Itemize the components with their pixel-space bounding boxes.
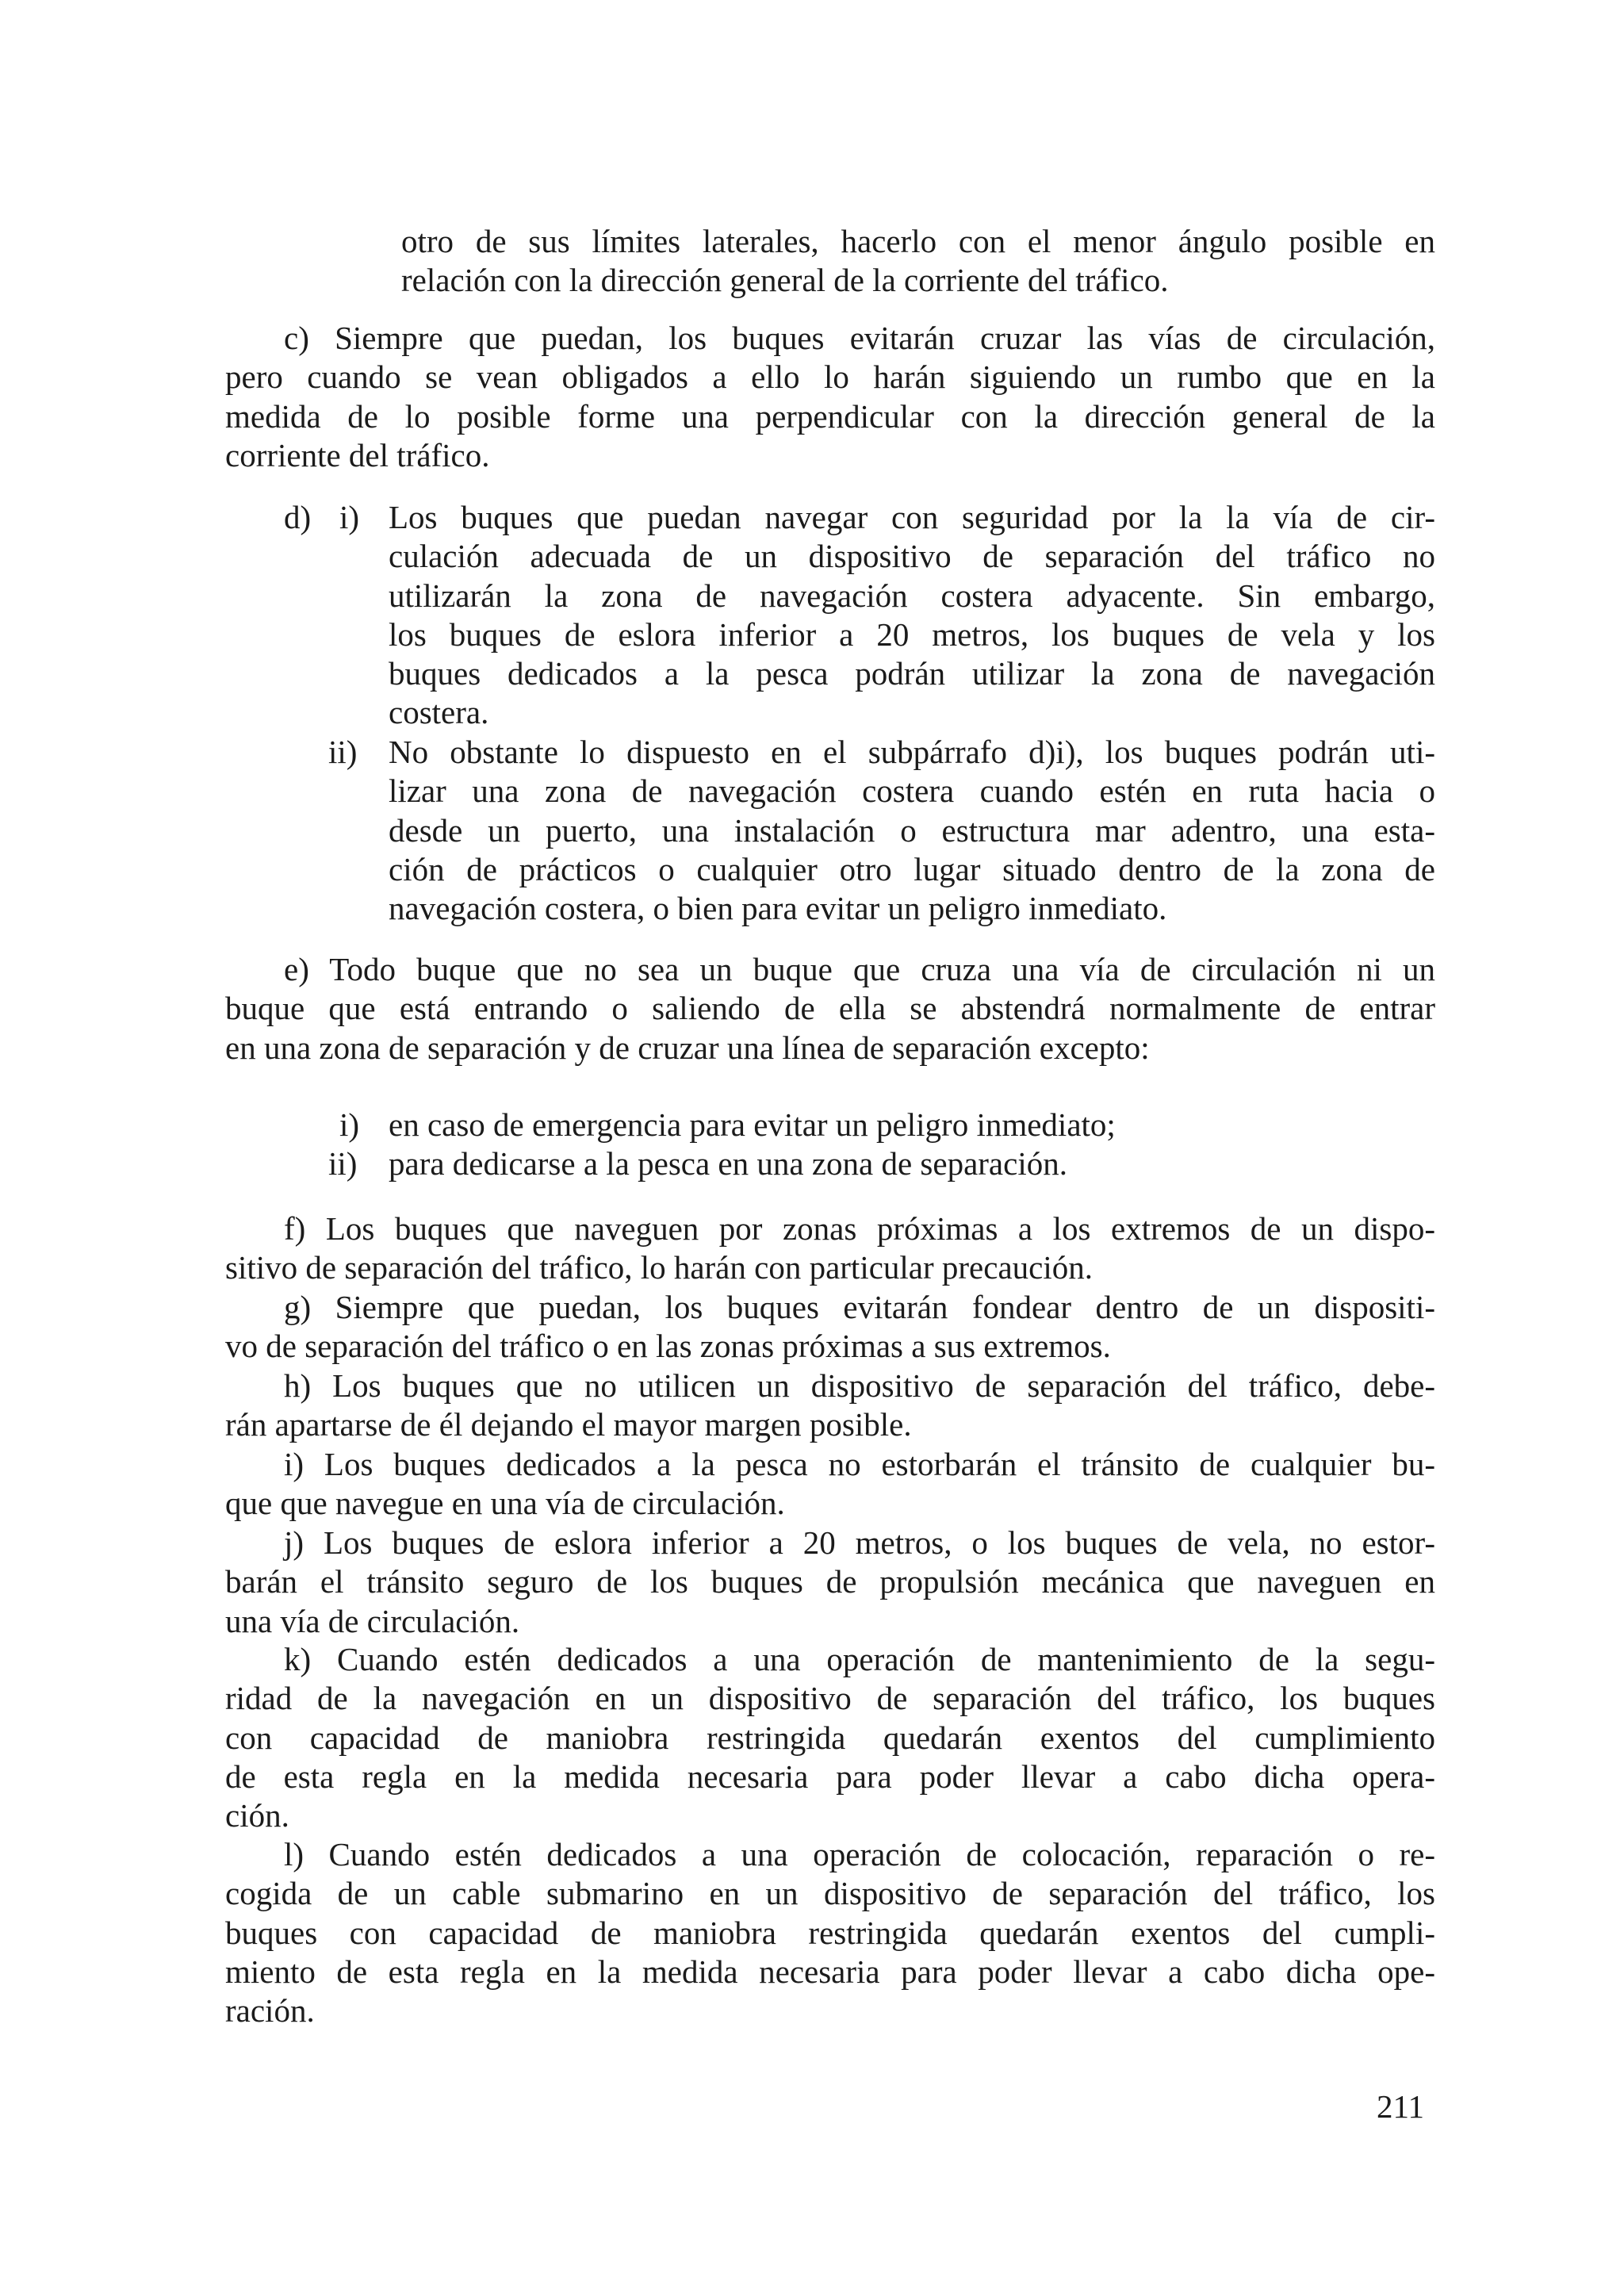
paragraph-j (225, 1524, 1435, 1641)
list-item: para dedicarse a la pesca en una zona de separación. (389, 1145, 1067, 1182)
intro-continuation (401, 222, 1435, 301)
text-line: j) Los buques de eslora inferior a 20 metros, o los buques de vela, no estor- (284, 1524, 1435, 1561)
text-line: Los buques que puedan navegar con seguridad por la la vía de cir- (389, 499, 1435, 535)
text-line: e) Todo buque que no sea un buque que cruza una vía de circulación ni un (284, 951, 1435, 987)
text-line: vo de separación del tráfico o en las zonas próximas a sus extremos. (225, 1328, 1111, 1365)
item-marker: ii) (328, 734, 358, 770)
paragraph-g (225, 1288, 1435, 1366)
text-line: otro de sus límites laterales, hacerlo con el menor ángulo posible en (401, 223, 1435, 259)
text-line: k) Cuando estén dedicados a una operación de mantenimiento de la segu- (284, 1641, 1435, 1677)
text-line: utilizarán la zona de navegación costera adyacente. Sin embargo, (389, 577, 1435, 614)
text-line: ridad de la navegación en un dispositivo de separación del tráfico, los buques (225, 1680, 1435, 1717)
text-line: que que navegue en una vía de circulación. (225, 1485, 785, 1522)
list-item: en caso de emergencia para evitar un peligro inmediato; (389, 1106, 1116, 1143)
text-line: i) Los buques dedicados a la pesca no estorbarán el tránsito de cualquier bu- (284, 1446, 1435, 1482)
text-line: costera. (389, 694, 489, 731)
text-line: relación con la dirección general de la corriente del tráfico. (401, 262, 1169, 299)
paragraph-f (225, 1209, 1435, 1288)
item-marker: i) (339, 1106, 360, 1143)
paragraph-i (225, 1445, 1435, 1524)
text-line: corriente del tráfico. (225, 436, 490, 473)
text-line: rán apartarse de él dejando el mayor margen posible. (225, 1406, 912, 1443)
paragraph-d-item-i (389, 498, 1435, 733)
text-line: sitivo de separación del tráfico, lo harán con particular precaución. (225, 1249, 1093, 1286)
text-line: pero cuando se vean obligados a ello lo harán siguiendo un rumbo que en la (225, 358, 1435, 396)
text-line: navegación costera, o bien para evitar un peligro inmediato. (389, 890, 1167, 927)
text-line: culación adecuada de un dispositivo de separación del tráfico no (389, 538, 1435, 575)
text-line: una vía de circulación. (225, 1602, 520, 1639)
text-line: ración. (225, 1992, 315, 2030)
text-line: c) Siempre que puedan, los buques evitarán cruzar las vías de circulación, (284, 320, 1435, 356)
paragraph-c (225, 319, 1435, 475)
text-line: cogida de un cable submarino en un dispositivo de separación del tráfico, los (225, 1875, 1435, 1912)
text-line: lizar una zona de navegación costera cuando estén en ruta hacia o (389, 772, 1435, 810)
paragraph-d-item-ii (389, 733, 1435, 928)
text-line: buques dedicados a la pesca podrán utilizar la zona de navegación (389, 655, 1435, 692)
text-line: No obstante lo dispuesto en el subpárrafo d)i), los buques podrán uti- (389, 734, 1435, 770)
paragraph-k (225, 1640, 1435, 1835)
paragraph-h (225, 1366, 1435, 1445)
paragraph-l (225, 1835, 1435, 2030)
text-line: l) Cuando estén dedicados a una operación de colocación, reparación o re- (284, 1836, 1435, 1872)
text-line: buques con capacidad de maniobra restringida quedarán exentos del cumpli- (225, 1914, 1435, 1951)
text-line: en una zona de separación y de cruzar una línea de separación excepto: (225, 1029, 1150, 1066)
item-marker: i) (339, 499, 360, 535)
page-number: 211 (1377, 2088, 1424, 2125)
text-line: de esta regla en la medida necesaria para poder llevar a cabo dicha opera- (225, 1757, 1435, 1795)
text-line: ción. (225, 1797, 289, 1834)
text-line: g) Siempre que puedan, los buques evitarán fondear dentro de un dispositi- (284, 1289, 1435, 1325)
text-line: los buques de eslora inferior a 20 metros, los buques de vela y los (389, 615, 1435, 653)
text-line: h) Los buques que no utilicen un dispositivo de separación del tráfico, debe- (284, 1367, 1435, 1404)
text-line: con capacidad de maniobra restringida quedarán exentos del cumplimiento (225, 1719, 1435, 1756)
text-line: barán el tránsito seguro de los buques de propulsión mecánica que naveguen en (225, 1563, 1435, 1600)
paragraph-d-label: d) (284, 499, 312, 535)
text-line: medida de lo posible forme una perpendicular con la dirección general de la (225, 397, 1435, 435)
text-line: f) Los buques que naveguen por zonas próximas a los extremos de un dispo- (284, 1210, 1435, 1247)
text-line: desde un puerto, una instalación o estructura mar adentro, una esta- (389, 811, 1435, 849)
text-line: ción de prácticos o cualquier otro lugar situado dentro de la zona de (389, 850, 1435, 887)
paragraph-e (225, 950, 1435, 1068)
text-line: miento de esta regla en la medida necesaria para poder llevar a cabo dicha ope- (225, 1953, 1435, 1990)
item-marker: ii) (328, 1145, 358, 1182)
text-line: buque que está entrando o saliendo de ella se abstendrá normalmente de entrar (225, 990, 1435, 1027)
